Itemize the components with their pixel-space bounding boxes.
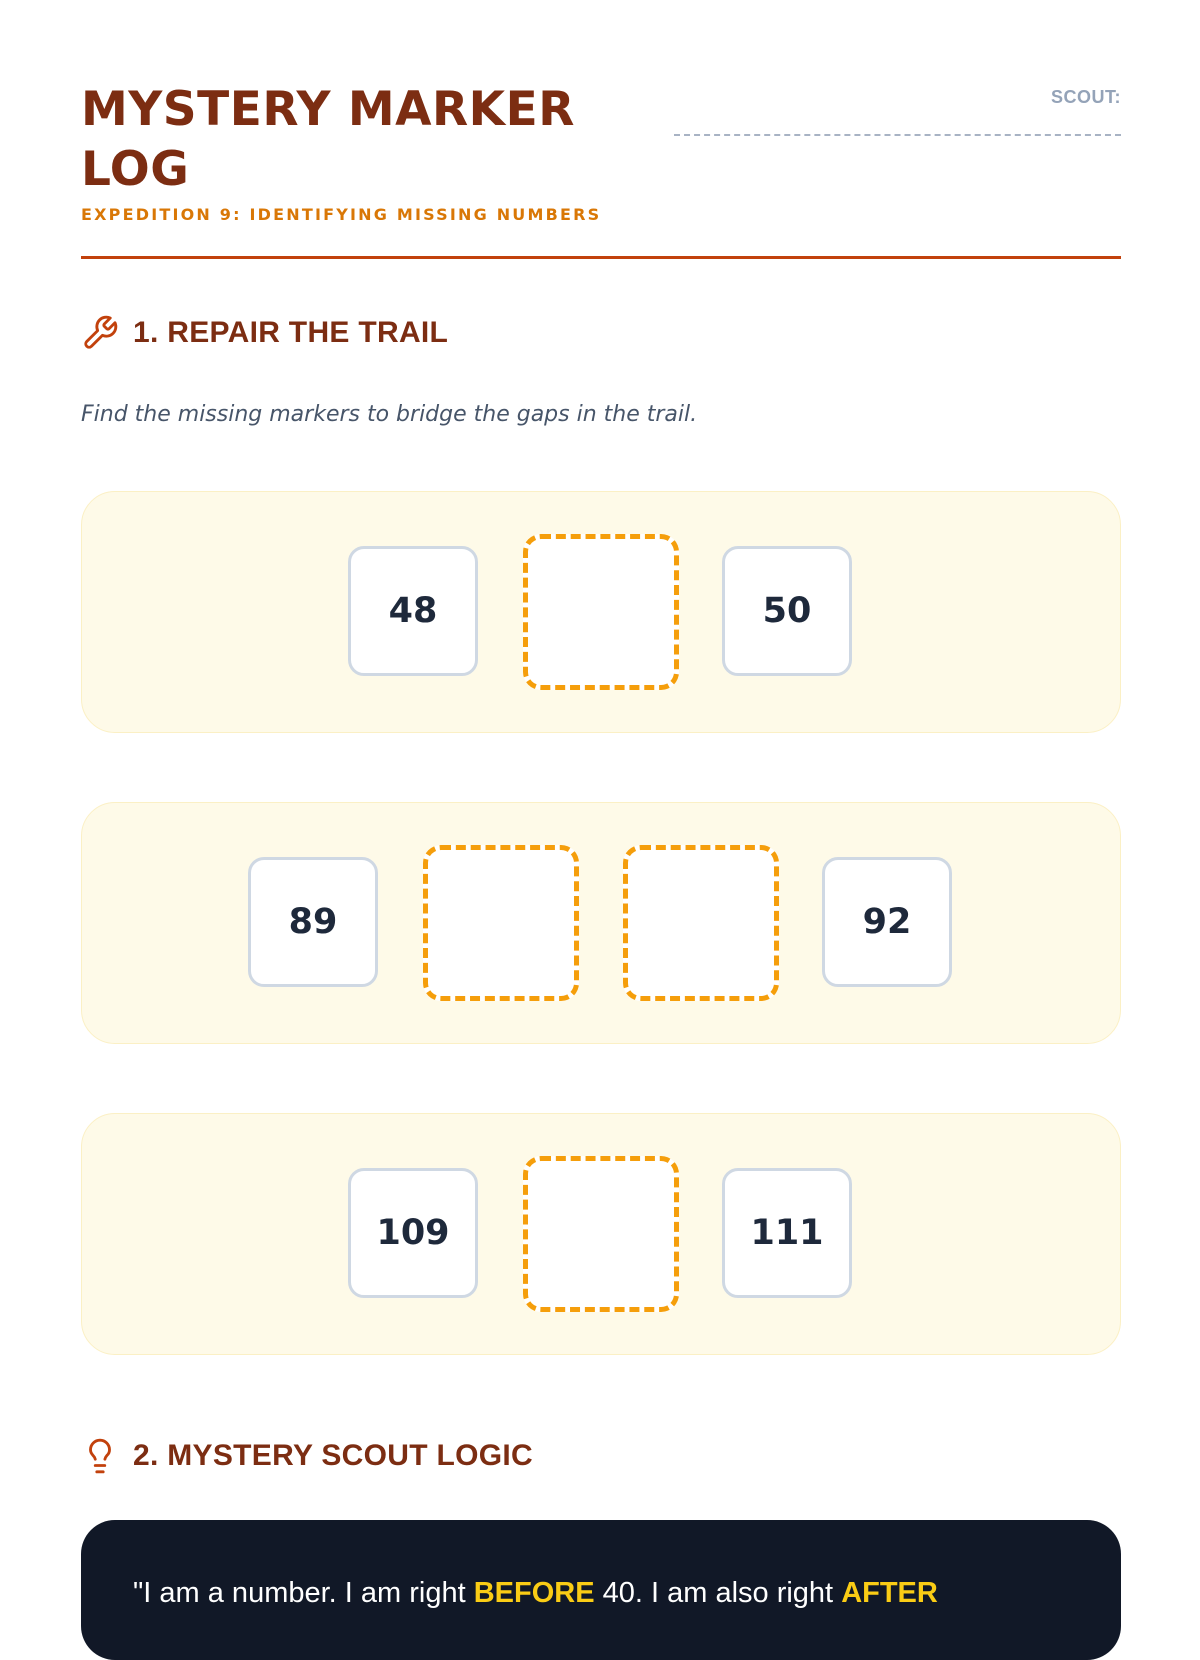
page-subtitle: EXPEDITION 9: IDENTIFYING MISSING NUMBERS bbox=[81, 205, 602, 224]
section-repair-trail-heading bbox=[81, 314, 448, 352]
scout-name-field[interactable] bbox=[674, 134, 1121, 136]
missing-marker-input[interactable] bbox=[623, 845, 779, 1001]
section-scout-logic-heading bbox=[81, 1437, 533, 1475]
riddle-part: 40. I am also right bbox=[594, 1577, 842, 1609]
number-marker: 89 bbox=[248, 857, 378, 987]
missing-marker-input[interactable] bbox=[523, 534, 679, 690]
section-title: 2. MYSTERY SCOUT LOGIC bbox=[133, 1439, 533, 1472]
number-marker: 48 bbox=[348, 546, 478, 676]
wrench-icon bbox=[81, 314, 119, 352]
page-title: MYSTERY MARKER LOG bbox=[81, 82, 575, 197]
trail-row bbox=[81, 1113, 1121, 1355]
instructions-text: Find the missing markers to bridge the gaps in the trail. bbox=[81, 402, 698, 427]
number-marker: 92 bbox=[822, 857, 952, 987]
number-marker: 109 bbox=[348, 1168, 478, 1298]
lightbulb-icon bbox=[81, 1437, 119, 1475]
trail-row bbox=[81, 802, 1121, 1044]
missing-marker-input[interactable] bbox=[423, 845, 579, 1001]
number-marker: 50 bbox=[722, 546, 852, 676]
number-marker: 111 bbox=[722, 1168, 852, 1298]
riddle-text bbox=[133, 1577, 1081, 1610]
section-title: 1. REPAIR THE TRAIL bbox=[133, 316, 449, 349]
worksheet-header bbox=[81, 0, 1121, 259]
worksheet-page bbox=[81, 0, 1121, 1609]
riddle-card bbox=[81, 1520, 1121, 1660]
scout-label: SCOUT: bbox=[1051, 87, 1121, 107]
riddle-keyword: BEFORE bbox=[473, 1577, 595, 1609]
riddle-part: "I am a number. I am right bbox=[133, 1577, 474, 1609]
riddle-keyword: AFTER bbox=[841, 1577, 938, 1609]
trail-row bbox=[81, 491, 1121, 733]
missing-marker-input[interactable] bbox=[523, 1156, 679, 1312]
